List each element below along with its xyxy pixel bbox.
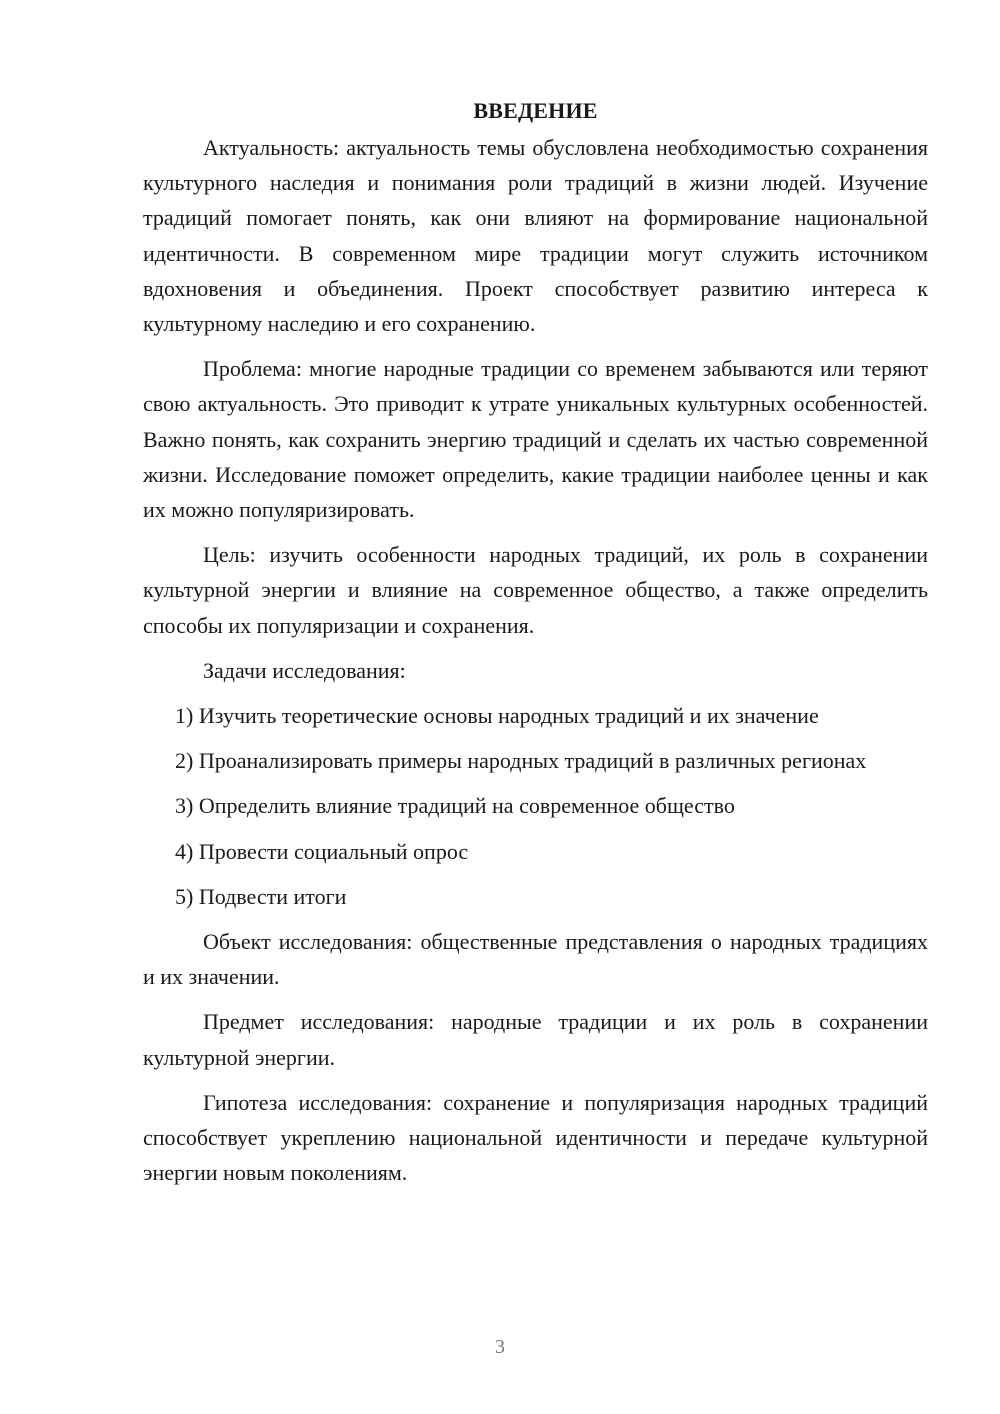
section-title: ВВЕДЕНИЕ xyxy=(473,98,598,123)
page-number: 3 xyxy=(495,1336,505,1358)
paragraph-relevance: Актуальность: актуальность темы обусловлена необходимостью сохранения культурного наследия и понимания роли традиций в жизни людей. Изучение традиций помогает понять, как они влияют на формирование национальной идентичности. В современном мире традиции могут служить источником вдохновения и объединения. Проект способствует развитию интереса к культурному наследию и его сохранению. xyxy=(143,135,928,337)
tasks-heading: Задачи исследования: xyxy=(203,657,406,683)
task-item-2: 2) Проанализировать примеры народных традиций в различных регионах xyxy=(175,748,867,774)
paragraph-problem: Проблема: многие народные традиции со временем забываются или теряют свою актуальность. Это приводит к утрате уникальных культурных особенностей. Важно понять, как сохранить энергию традиций и сделать их частью современной жизни. Исследование поможет определить, какие традиции наиболее ценны и как их можно популяризировать. xyxy=(143,356,928,523)
paragraph-goal: Цель: изучить особенности народных традиций, их роль в сохранении культурной энергии и влияние на современное общество, а также определить способы их популяризации и сохранения. xyxy=(143,542,928,638)
task-item-3: 3) Определить влияние традиций на современное общество xyxy=(175,793,735,819)
paragraph-subject: Предмет исследования: народные традиции и их роль в сохранении культурной энергии. xyxy=(143,1009,928,1070)
task-item-1: 1) Изучить теоретические основы народных традиций и их значение xyxy=(175,703,819,729)
paragraph-object: Объект исследования: общественные представления о народных традициях и их значении. xyxy=(143,929,928,990)
paragraph-hypothesis: Гипотеза исследования: сохранение и популяризация народных традиций способствует укреплению национальной идентичности и передаче культурной энергии новым поколениям. xyxy=(143,1089,928,1186)
document-page xyxy=(143,96,928,1200)
task-item-4: 4) Провести социальный опрос xyxy=(175,838,469,864)
task-item-5: 5) Подвести итоги xyxy=(175,883,347,909)
